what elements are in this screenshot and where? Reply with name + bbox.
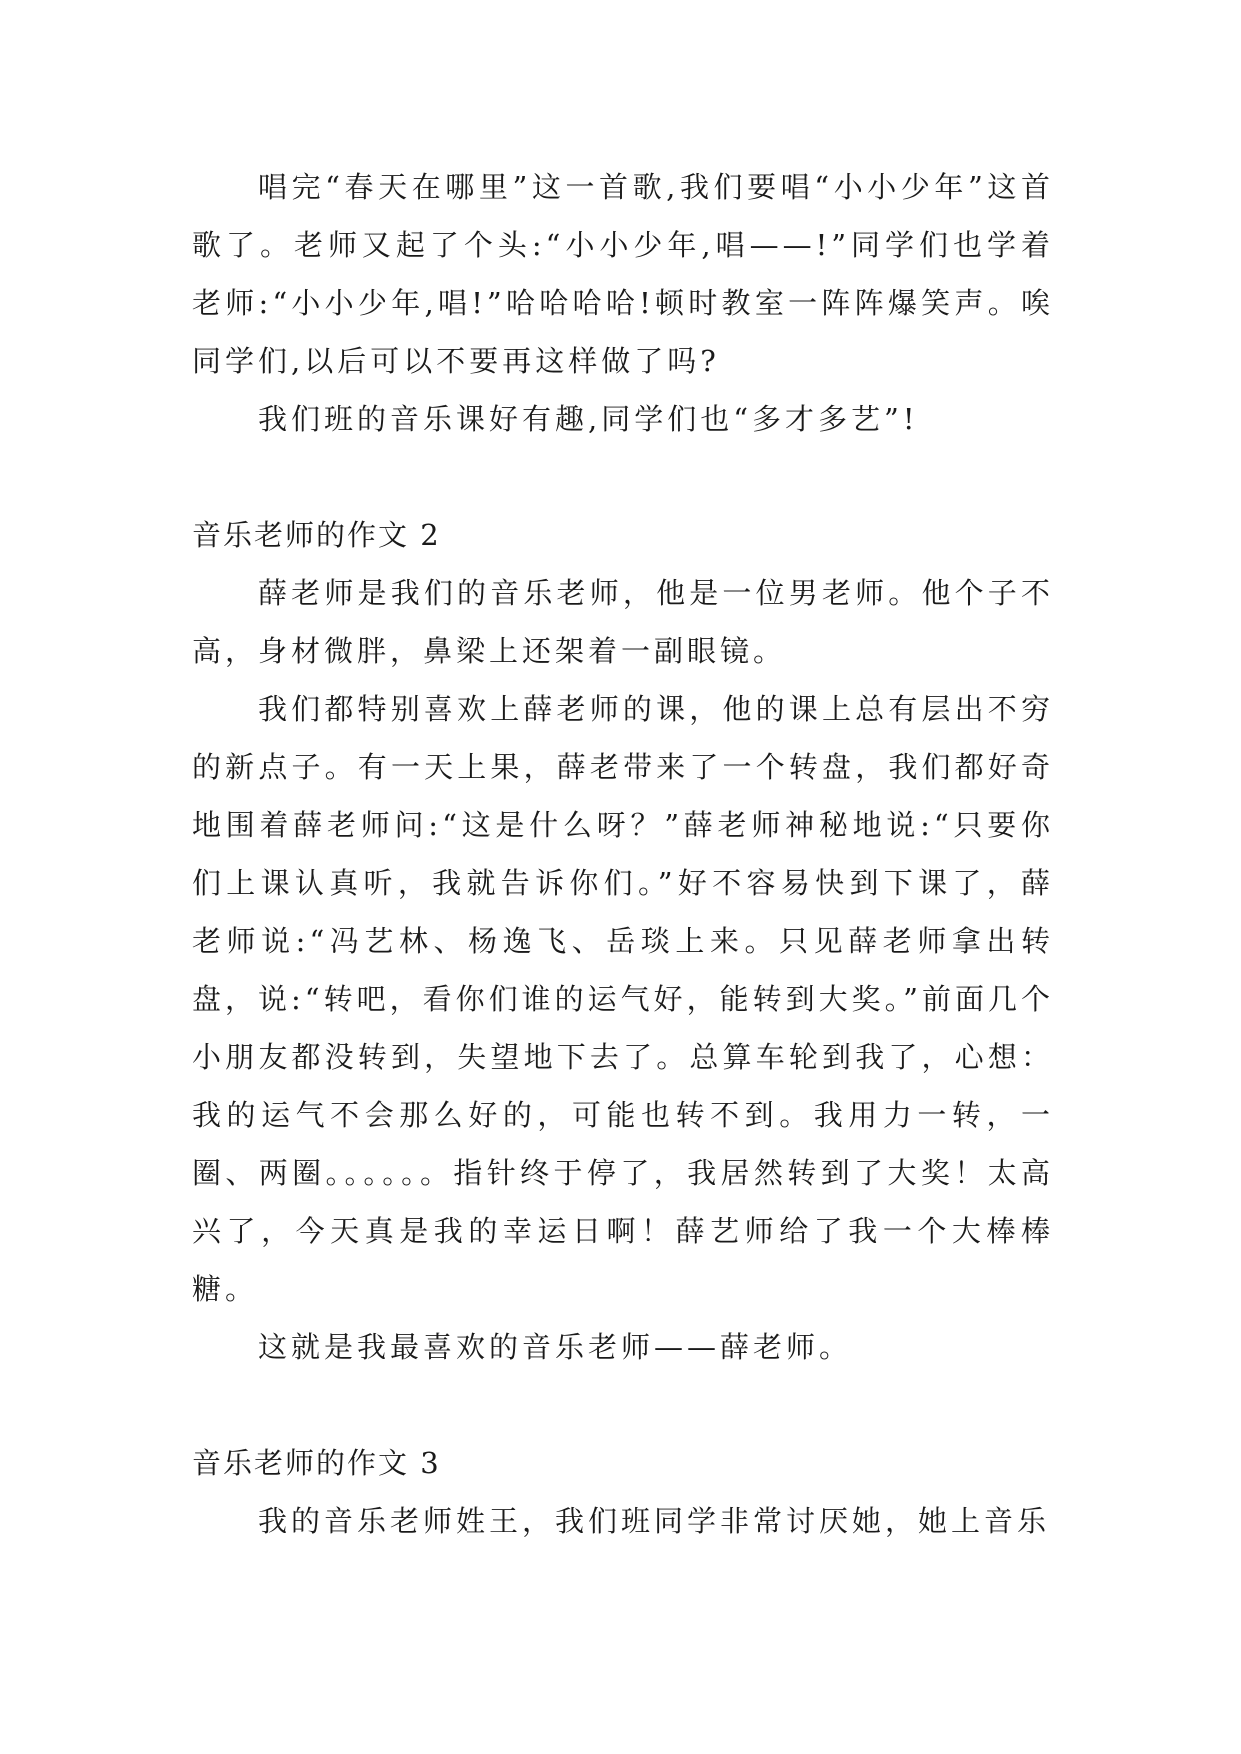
paragraph: 唱完“春天在哪里”这一首歌,我们要唱“小小少年”这首歌了。老师又起了个头:“小小少年,唱——!”同学们也学着老师:“小小少年,唱!”哈哈哈哈!顿时教室一阵阵爆笑声。唉同学们,以后可以不要再这样做了吗? <box>192 170 1054 378</box>
section-heading: 音乐老师的作文 2 <box>192 518 441 552</box>
paragraph: 我的音乐老师姓王，我们班同学非常讨厌她，她上音乐 <box>258 1504 1051 1538</box>
paragraph: 我们都特别喜欢上薛老师的课，他的课上总有层出不穷的新点子。有一天上果，薛老带来了一个转盘，我们都好奇地围着薛老师问:“这是什么呀？”薛老师神秘地说:“只要你们上课认真听，我就告诉你们。”好不容易快到下课了，薛老师说:“冯艺林、杨逸飞、岳琰上来。只见薛老师拿出转盘，说:“转吧，看你们谁的运气好，能转到大奖。”前面几个小朋友都没转到，失望地下去了。总算车轮到我了，心想：我的运气不会那么好的，可能也转不到。我用力一转，一圈、两圈。。。。。。指针终于停了，我居然转到了大奖！太高兴了，今天真是我的幸运日啊！薛艺师给了我一个大棒棒糖。 <box>192 692 1054 1306</box>
section-heading: 音乐老师的作文 3 <box>192 1446 441 1480</box>
paragraph: 这就是我最喜欢的音乐老师——薛老师。 <box>258 1330 853 1364</box>
paragraph: 薛老师是我们的音乐老师，他是一位男老师。他个子不高，身材微胖，鼻梁上还架着一副眼镜。 <box>192 576 1054 668</box>
paragraph: 我们班的音乐课好有趣,同学们也“多才多艺”! <box>258 402 919 436</box>
document-body <box>192 158 1054 1550</box>
